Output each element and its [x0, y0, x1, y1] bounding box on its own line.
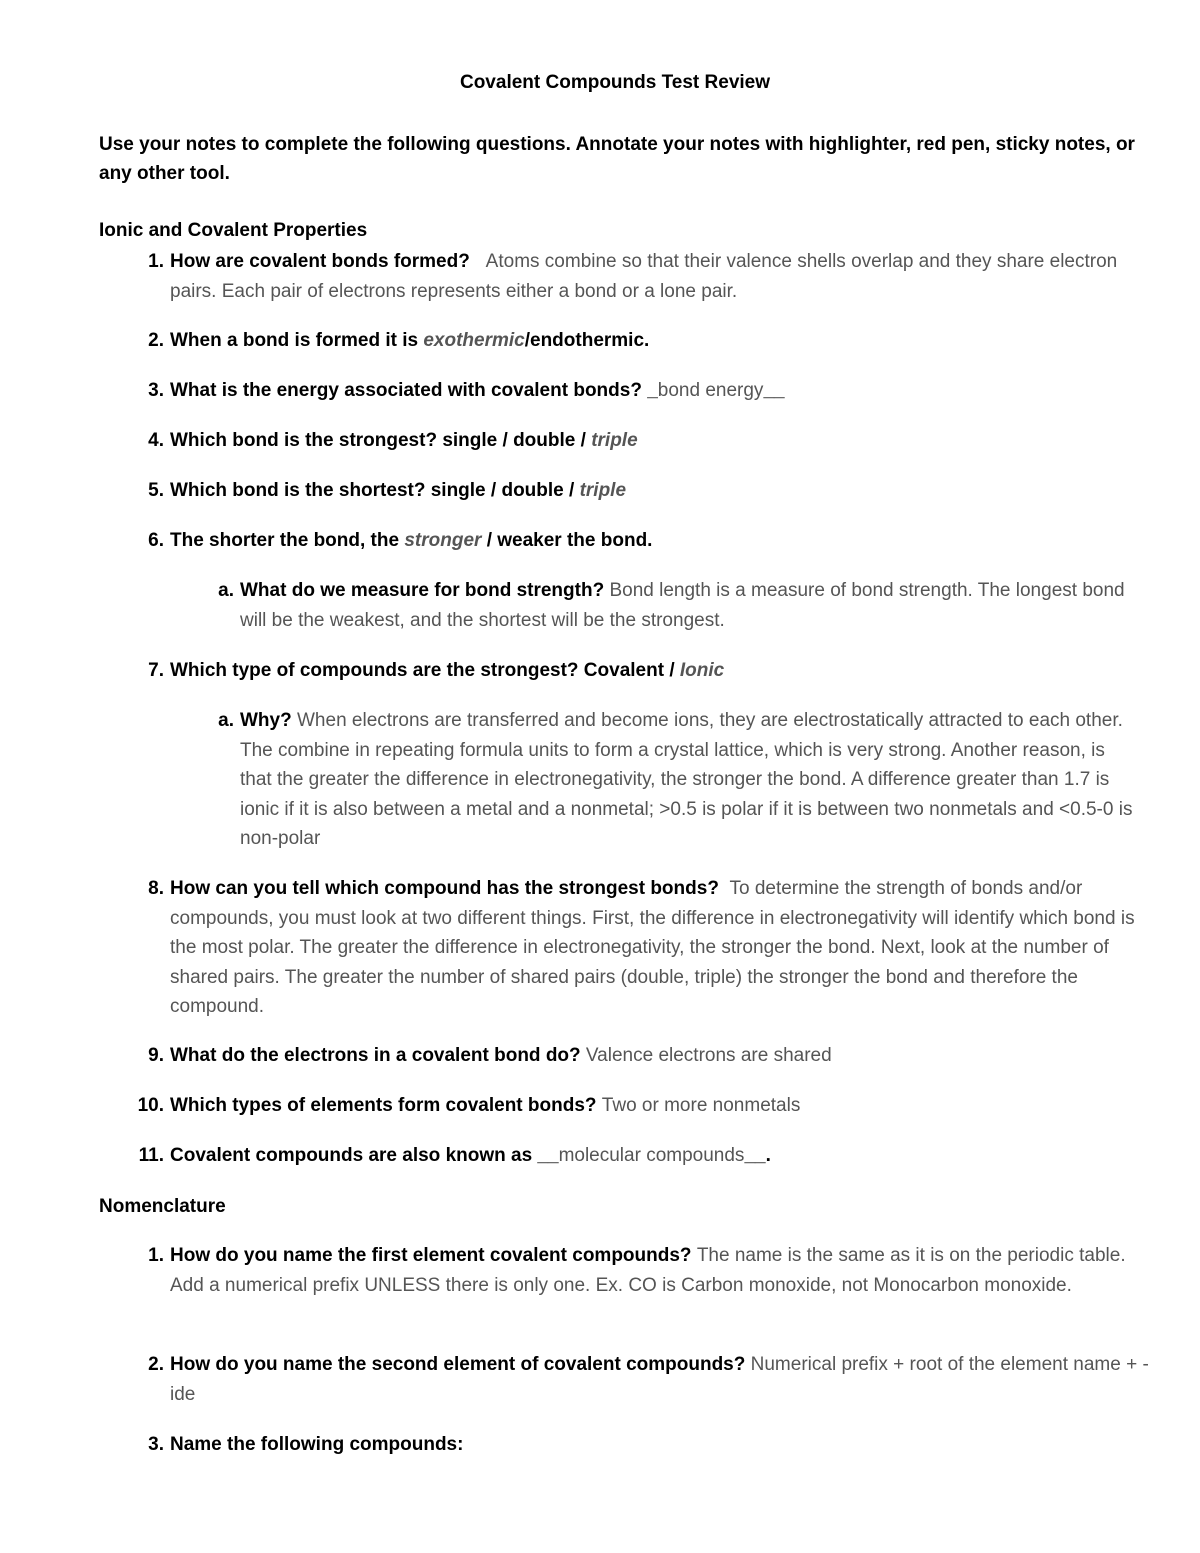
question-number: 6. [148, 530, 164, 551]
nomenclature-question-3 [148, 1430, 1150, 1460]
answer-text: Bond length is a measure of bond strength. The longest bond will be the weakest, and the shortest will be the strongest. [240, 580, 1125, 631]
question-text: How are covalent bonds formed? [170, 251, 470, 272]
question-number: 5. [148, 480, 164, 501]
question-number: 3. [148, 1434, 164, 1455]
question-number: 2. [148, 330, 164, 351]
question-5 [148, 476, 1150, 506]
answer-text: Two or more nonmetals [601, 1095, 801, 1116]
answer-choice: stronger [404, 530, 482, 551]
question-6 [148, 526, 1150, 556]
question-11 [138, 1141, 1150, 1171]
answer-choice: exothermic [423, 330, 525, 351]
question-number: 4. [148, 430, 164, 451]
answer-text: Numerical prefix + root of the element name + -ide [170, 1354, 1149, 1405]
question-number: 9. [148, 1045, 164, 1066]
answer-text: When electrons are transferred and become ions, they are electrostatically attracted to each other. The combine in repeating formula units to form a crystal lattice, which is very strong. Another reason, is that the greater the difference in electronegativity, the stronger the bond. A difference greater than 1.7 is ionic if it is also between a metal and a nonmetal; >0.5 is polar if it is between two nonmetals and <0.5-0 is non-polar [240, 710, 1133, 849]
page-title: Covalent Compounds Test Review [459, 72, 771, 93]
answer-text: Atoms combine so that their valence shells overlap and they share electron pairs. Each pair of electrons represents either a bond or a lone pair. [170, 251, 1118, 302]
question-text: Why? [240, 710, 292, 731]
answer-text: molecular compounds [558, 1145, 745, 1166]
question-text-end: / weaker the bond. [481, 530, 653, 551]
question-3 [148, 376, 1150, 406]
section-heading-properties: Ionic and Covalent Properties [99, 220, 368, 241]
question-1 [148, 247, 1150, 306]
answer-text: Valence electrons are shared [585, 1045, 832, 1066]
answer-choice: Ionic [679, 660, 725, 681]
question-4 [148, 426, 1150, 456]
question-7a [218, 706, 1140, 854]
question-number: 11. [138, 1145, 164, 1166]
question-text: Which types of elements form covalent bonds? [170, 1095, 597, 1116]
section-heading-nomenclature: Nomenclature [99, 1196, 226, 1217]
answer-choice: triple [579, 480, 627, 501]
question-text: Covalent compounds are also known as __ [170, 1145, 559, 1166]
question-text: When a bond is formed it is [170, 330, 424, 351]
question-text: Which bond is the shortest? single / double / [170, 480, 580, 501]
question-9 [148, 1041, 1150, 1071]
question-6a [218, 576, 1140, 635]
intro-text: Use your notes to complete the following questions. Annotate your notes with highlighter, red pen, sticky notes, or any other tool. [99, 134, 1135, 184]
question-text: Name the following compounds: [170, 1434, 464, 1455]
question-number: 8. [148, 878, 164, 899]
question-number: 7. [148, 660, 164, 681]
answer-text: bond energy [657, 380, 764, 401]
answer-choice: triple [591, 430, 638, 451]
question-number: 3. [148, 380, 164, 401]
question-number: 2. [148, 1354, 164, 1375]
answer-text: To determine the strength of bonds and/or compounds, you must look at two different things. First, the difference in electronegativity will identify which bond is the most polar. The greater the difference in electronegativity, the stronger the bond. Next, look at the number of shared pairs. The greater the number of shared pairs (double, triple) the stronger the bond and therefore the compound. [170, 878, 1135, 1017]
question-text-end: /endothermic. [524, 330, 650, 351]
question-number: 1. [148, 1245, 164, 1266]
nomenclature-question-1 [148, 1241, 1150, 1300]
question-text: How do you name the first element covalent compounds? [170, 1245, 692, 1266]
question-text-end: __ [763, 380, 785, 401]
question-text: What do the electrons in a covalent bond do? [170, 1045, 581, 1066]
nomenclature-question-2 [148, 1350, 1150, 1409]
answer-text: The name is the same as it is on the periodic table. Add a numerical prefix UNLESS there is only one. Ex. CO is Carbon monoxide, not Monocarbon monoxide. [170, 1245, 1126, 1296]
question-text: What do we measure for bond strength? [240, 580, 605, 601]
question-text-end: __. [744, 1145, 771, 1166]
question-8 [148, 874, 1150, 1022]
question-7 [148, 656, 1150, 686]
question-text: How can you tell which compound has the strongest bonds? [170, 878, 719, 899]
question-letter: a. [218, 710, 234, 731]
question-text: What is the energy associated with covalent bonds? _ [170, 380, 658, 401]
question-number: 10. [137, 1095, 164, 1116]
question-text: Which type of compounds are the strongest? Covalent / [170, 660, 680, 681]
question-text: The shorter the bond, the [170, 530, 405, 551]
question-2 [148, 326, 1150, 356]
question-number: 1. [148, 251, 164, 272]
question-text: Which bond is the strongest? single / double / [170, 430, 592, 451]
question-10 [137, 1091, 1150, 1121]
question-text: How do you name the second element of covalent compounds? [170, 1354, 746, 1375]
question-letter: a. [218, 580, 234, 601]
